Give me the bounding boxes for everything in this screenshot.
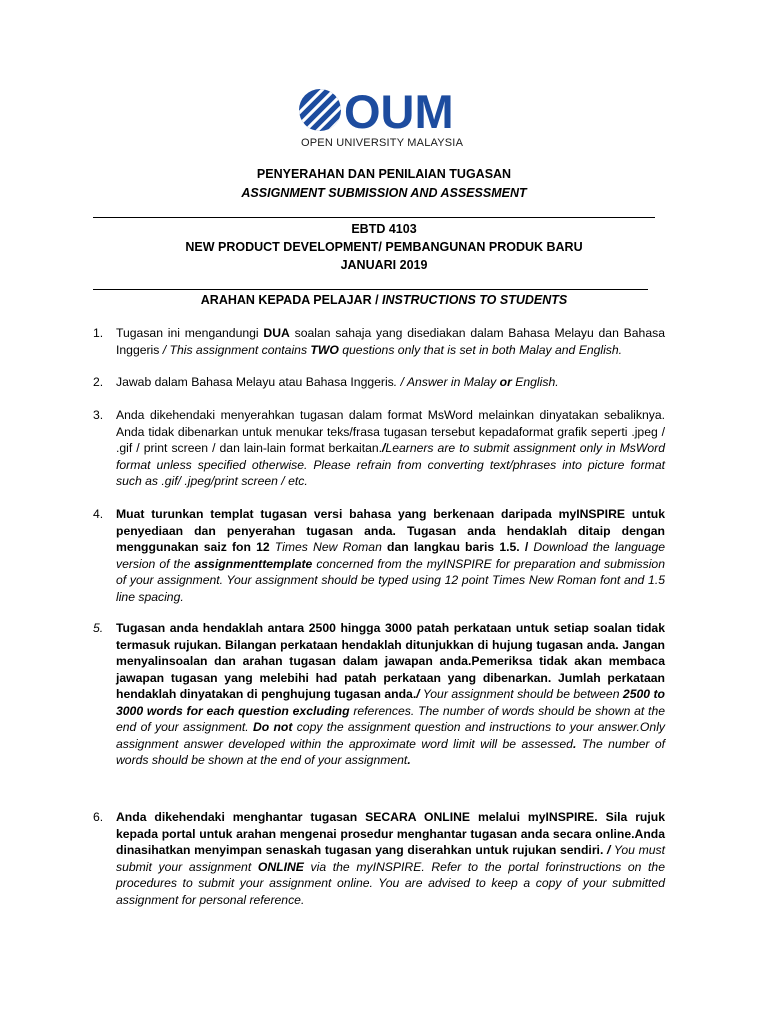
text-run: references. The number of words should be shown at the end of your assignment. [116, 703, 666, 734]
instruction-item-2 [93, 374, 665, 391]
instructions-heading-malay: ARAHAN KEPADA PELAJAR / [200, 293, 383, 307]
course-code: EBTD 4103 [351, 222, 417, 236]
text-run: Learners are to submit assignment only in MsWord format unless specified otherwise. Please refrain from converting text/phrases into picture format such as .gif/ .jpeg/print screen / etc. [116, 441, 665, 488]
text-run: via the myINSPIRE. Refer to the portal forinstructions on the procedures to submit your assignment online. You are advised to keep a copy of your submitted assignment for personal reference. [116, 859, 665, 907]
text-run: Jawab dalam Bahasa Melayu atau Bahasa Inggeris [116, 375, 394, 389]
instruction-item-3 [93, 407, 665, 490]
text-run: soalan sahaja yang disediakan dalam Bahasa Melayu dan Bahasa Inggeris [116, 326, 665, 357]
text-run: questions only that is set in both Malay and English. [338, 342, 623, 357]
divider-bottom [93, 289, 648, 290]
instruction-item-4 [93, 506, 665, 605]
text-run: Download the language version of the [116, 540, 666, 571]
text-run: / [607, 843, 611, 857]
item-number: 6. [93, 810, 104, 824]
course-name: NEW PRODUCT DEVELOPMENT/ PEMBANGUNAN PRODUK BARU [185, 240, 583, 254]
text-run: melalui myINSPIRE. Sila rujuk kepada portal untuk arahan mengenai prosedur menghantar tugasan anda secara online.Anda dinasihatkan menyimpan senaskah tugasan yang diserahkan untuk rujukan sendiri. [116, 810, 665, 857]
instruction-item-5 [93, 620, 665, 769]
text-run: concerned from the myINSPIRE for preparation and submission of your assignment. Your assignment should be typed using 12 point Times New Roman font and 1.5 line spacing. [116, 556, 665, 604]
item-text [116, 407, 665, 490]
text-run: . / Answer in Malay [393, 375, 500, 389]
text-run: Times New Roman [274, 540, 382, 554]
text-run: copy the assignment question and instructions to your answer.Only assignment answer developed within the approximate word limit will be assessed [116, 720, 665, 751]
text-run: The number of words should be shown at the end of your assignment [116, 736, 665, 767]
text-run: ONLINE [257, 859, 304, 874]
title-english: ASSIGNMENT SUBMISSION AND ASSESSMENT [241, 186, 527, 200]
text-run: . [407, 753, 411, 767]
text-run: / [382, 441, 386, 455]
instructions-heading [0, 292, 768, 309]
text-run: 2500 to 3000 words for each question excluding [116, 687, 665, 718]
item-text [116, 506, 665, 605]
text-run: DUA [263, 326, 290, 340]
text-run: Anda dikehendaki menghantar tugasan SECARA [116, 810, 425, 824]
divider-top [93, 217, 655, 218]
item-text [116, 809, 665, 908]
item-text [116, 325, 665, 358]
instruction-item-6 [93, 809, 665, 908]
item-number: 1. [93, 326, 104, 340]
text-run: / This assignment contains [159, 342, 311, 357]
text-run: assignmenttemplate [194, 556, 313, 571]
text-run: ONLINE [424, 810, 471, 824]
instruction-item-1 [93, 325, 665, 358]
text-run: You must submit your assignment [116, 843, 665, 874]
text-run: Tugasan anda hendaklah antara 2500 hingga 3000 patah perkataan untuk setiap soalan tidak termasuk rujukan. Bilangan perkataan hendaklah ditunjukkan di hujung tugasan anda. Jangan menyalinsoalan dan arahan tugasan dalam jawapan anda.Pemeriksa tidak akan membaca jawapan tugasan yang melebihi had patah perkataan yang dibenarkan. Jumlah perkataan hendaklah dinyatakan di penghujung tugasan anda. [116, 621, 665, 701]
oum-logo-graphic [296, 86, 476, 136]
item-number: 5. [93, 621, 104, 635]
title-malay: PENYERAHAN DAN PENILAIAN TUGASAN [256, 167, 512, 181]
text-run: Do not [252, 720, 293, 734]
text-run: / [416, 687, 420, 701]
text-run: Your assignment should be between [419, 687, 623, 701]
item-text [116, 620, 665, 769]
text-run: or [499, 375, 512, 389]
item-number: 2. [93, 375, 104, 389]
item-text [116, 374, 665, 391]
item-number: 3. [93, 408, 104, 422]
logo-caption: OPEN UNIVERSITY MALAYSIA [301, 137, 464, 149]
text-run: dan langkau baris 1.5. / [381, 540, 534, 554]
text-run: TWO [310, 342, 339, 357]
item-number: 4. [93, 507, 104, 521]
text-run: . [572, 736, 577, 751]
oum-wordmark: OUM [344, 86, 454, 136]
text-run: Tugasan ini mengandungi [116, 326, 264, 340]
text-run: Anda dikehendaki menyerahkan tugasan dalam format MsWord melainkan dinyatakan sebaliknya. Anda tidak dibenarkan untuk menukar teks/frasa tugasan tersebut kepadaformat grafik seperti .jpeg / .gif / print screen / dan lain-lain format berkaitan. [116, 408, 665, 455]
text-run: Muat turunkan templat tugasan versi bahasa yang berkenaan daripada myINSPIRE untuk penyediaan dan penyerahan tugasan anda. Tugasan anda hendaklah ditaip dengan menggunakan saiz fon 12 [116, 507, 665, 554]
text-run: English. [511, 375, 559, 389]
instructions-heading-english: INSTRUCTIONS TO STUDENTS [382, 293, 568, 307]
semester: JANUARI 2019 [340, 258, 428, 272]
